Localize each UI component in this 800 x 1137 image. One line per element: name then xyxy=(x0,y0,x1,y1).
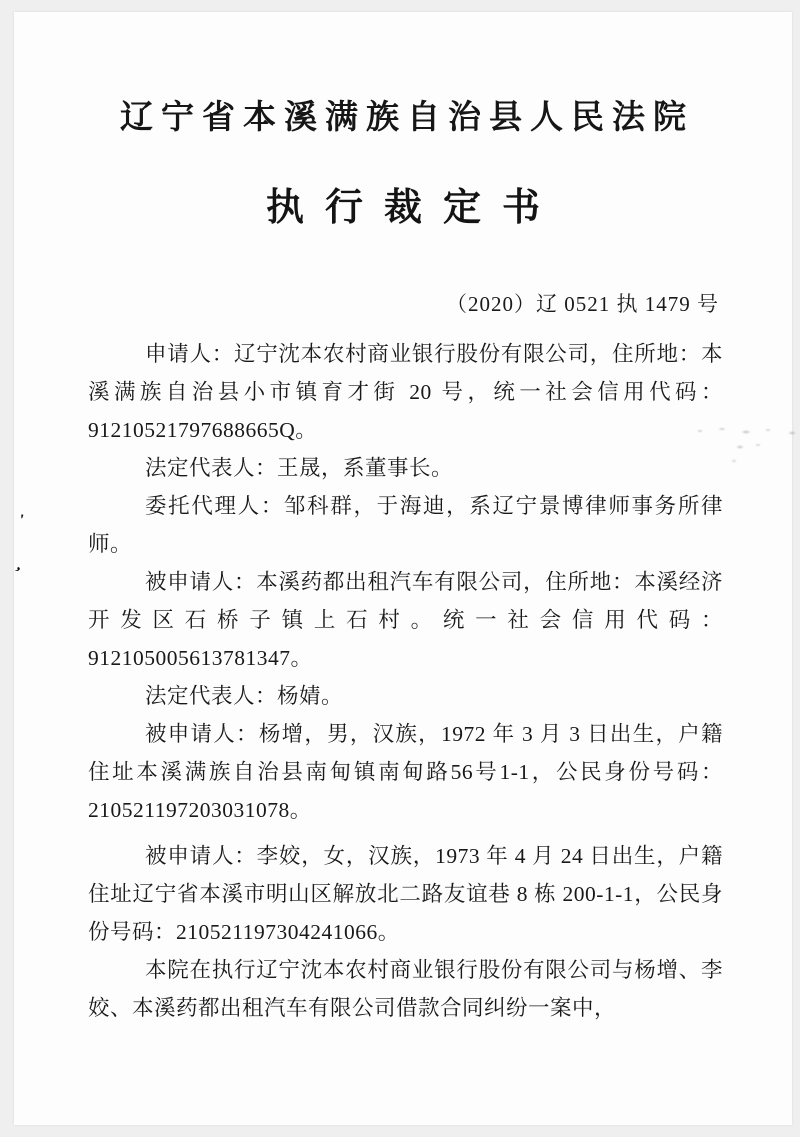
scan-artifact-mark: , xyxy=(14,557,27,574)
paragraph-respondent-li-jiao: 被申请人：李姣，女，汉族，1973 年 4 月 24 日出生，户籍住址辽宁省本溪市明山区解放北二路友谊巷 8 栋 200-1-1，公民身份号码：210521197304241066。 xyxy=(88,844,723,944)
paragraph-case-introduction: 本院在执行辽宁沈本农村商业银行股份有限公司与杨增、李姣、本溪药都出租汽车有限公司借款合同纠纷一案中， xyxy=(88,958,723,1020)
paragraph-entrusted-agents: 委托代理人：邹科群，于海迪，系辽宁景博律师事务所律师。 xyxy=(88,494,723,556)
document-type-title: 执行裁定书 xyxy=(265,187,561,229)
document-body xyxy=(14,335,792,1027)
scan-artifact-mark: ' xyxy=(17,511,25,530)
document-page xyxy=(14,12,792,1125)
paragraph-legal-representative-applicant: 法定代表人：王晟，系董事长。 xyxy=(145,456,454,480)
paragraph-legal-representative-respondent: 法定代表人：杨婧。 xyxy=(145,684,344,708)
paragraph-respondent-company: 被申请人：本溪药都出租汽车有限公司，住所地：本溪经济开发区石桥子镇上石村。统一社会信用代码：912105005613781347。 xyxy=(88,570,723,670)
scan-artifact-smudge xyxy=(688,421,800,467)
paragraph-applicant: 申请人：辽宁沈本农村商业银行股份有限公司，住所地：本溪满族自治县小市镇育才街 20 号，统一社会信用代码：91210521797688665Q。 xyxy=(88,342,723,442)
court-name-title: 辽宁省本溪满族自治县人民法院 xyxy=(120,100,694,136)
paragraph-respondent-yang-zeng: 被申请人：杨增，男，汉族，1972 年 3 月 3 日出生，户籍住址本溪满族自治县南甸镇南甸路56号1-1，公民身份号码：210521197203031078。 xyxy=(88,722,723,822)
case-number: （2020）辽 0521 执 1479 号 xyxy=(446,292,719,316)
